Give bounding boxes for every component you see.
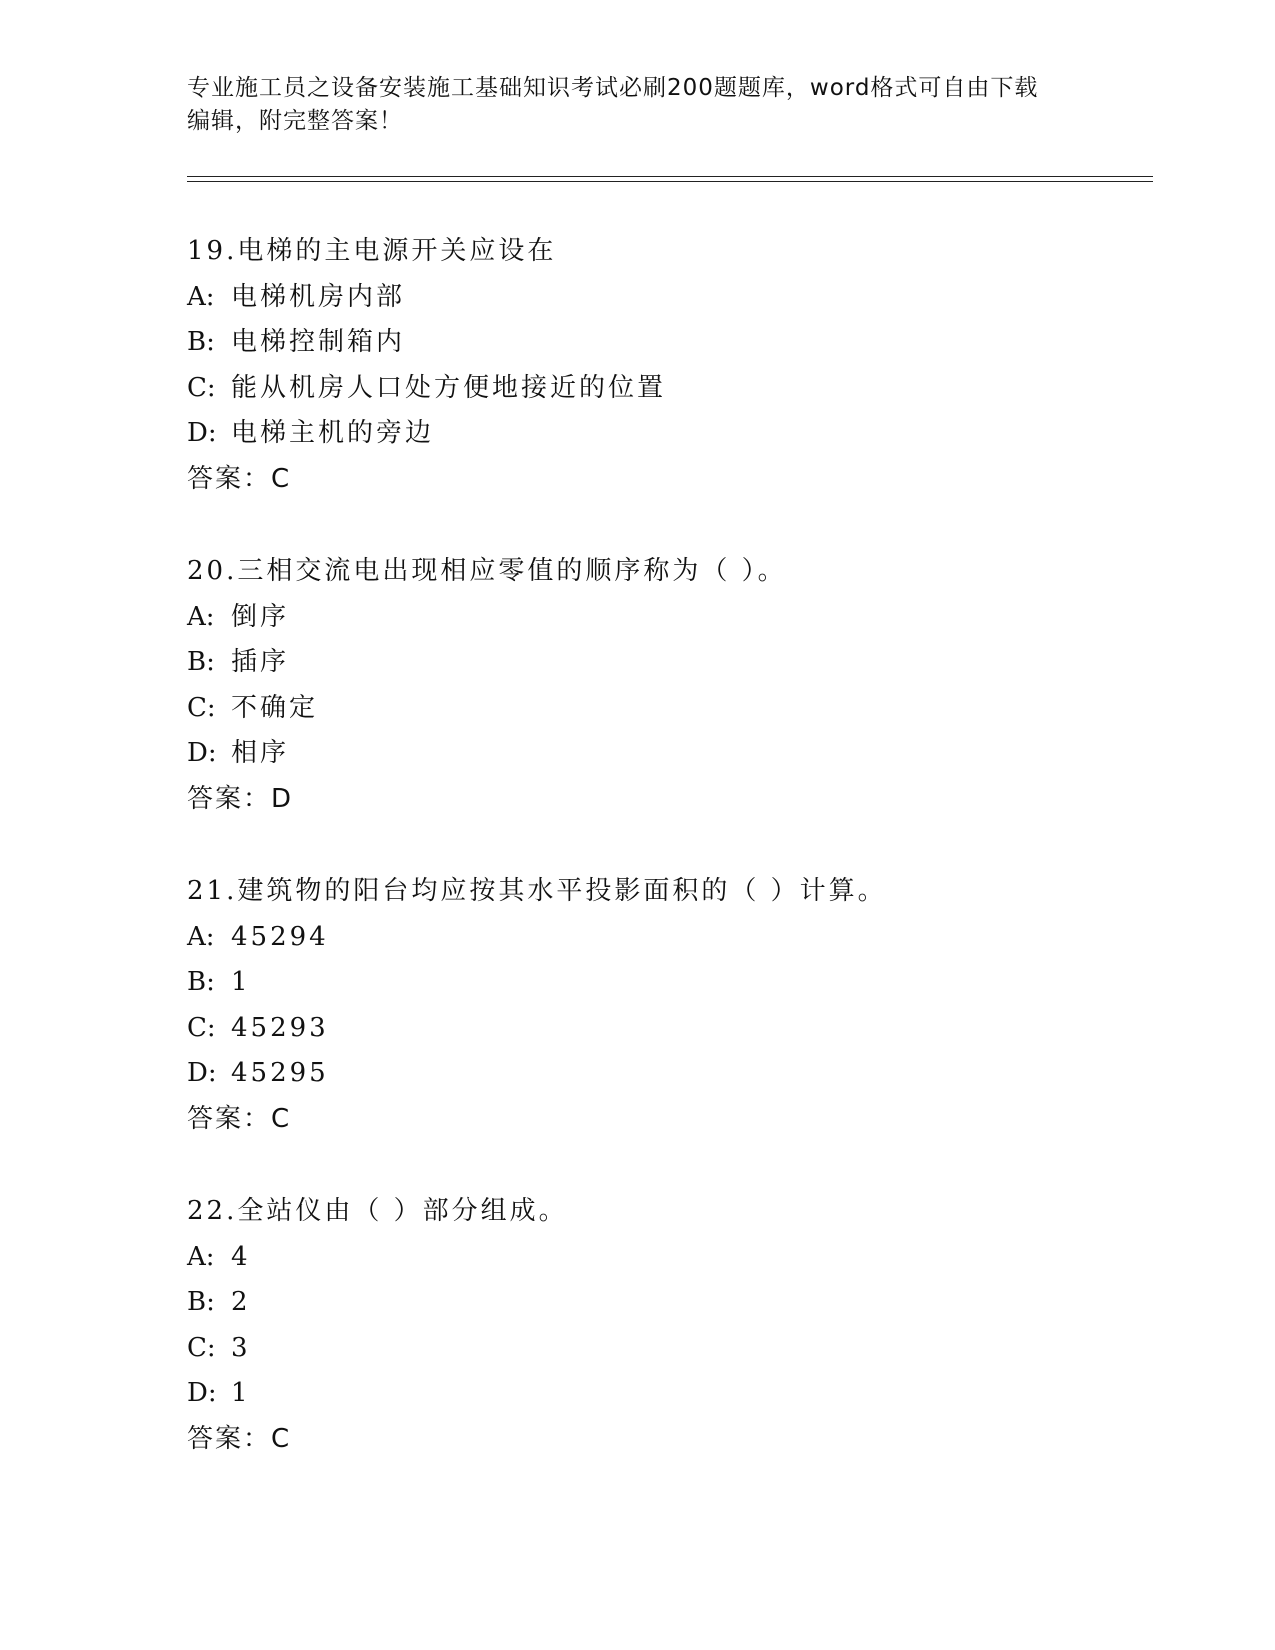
document-header (187, 72, 1067, 138)
option-text: 45293 (231, 1012, 329, 1043)
option-text: 1 (231, 967, 251, 997)
option-label: B: (187, 327, 215, 357)
answer-line: 答案：C (187, 1423, 292, 1454)
question-stem: 19.电梯的主电源开关应设在 (187, 236, 557, 266)
option-label: D: (187, 1378, 217, 1408)
option-label: A: (187, 601, 215, 632)
option-text: 45295 (231, 1058, 329, 1088)
option-text: 能从机房人口处方便地接近的位置 (231, 372, 667, 403)
answer-line: 答案：D (187, 783, 294, 814)
option-b (187, 1280, 1087, 1326)
option-text: 不确定 (231, 692, 319, 723)
option-a (187, 275, 1087, 321)
option-label: C: (187, 692, 216, 723)
option-label: B: (187, 647, 215, 677)
answer-line: 答案：C (187, 1103, 292, 1134)
option-c (187, 1006, 1087, 1052)
option-label: B: (187, 1287, 215, 1317)
option-d (187, 1051, 1087, 1097)
option-label: A: (187, 281, 215, 312)
option-b (187, 640, 1087, 686)
header-line-2: 编辑，附完整答案！ (187, 108, 403, 134)
question-stem: 21.建筑物的阳台均应按其水平投影面积的（ ）计算。 (187, 876, 887, 906)
question-19 (187, 229, 1087, 502)
option-label: D: (187, 738, 217, 768)
question-21 (187, 869, 1087, 1142)
option-c (187, 1326, 1087, 1372)
option-a (187, 595, 1087, 641)
answer-line: 答案：C (187, 463, 292, 494)
option-label: B: (187, 967, 215, 997)
option-text: 相序 (231, 738, 290, 768)
question-22 (187, 1189, 1087, 1462)
option-text: 电梯主机的旁边 (231, 418, 435, 448)
option-label: A: (187, 1241, 215, 1272)
option-b (187, 320, 1087, 366)
option-label: D: (187, 1058, 217, 1088)
option-c (187, 366, 1087, 412)
option-text: 45294 (231, 921, 329, 952)
option-a (187, 915, 1087, 961)
question-20 (187, 549, 1087, 822)
option-a (187, 1235, 1087, 1281)
option-d (187, 1371, 1087, 1417)
option-d (187, 731, 1087, 777)
option-label: C: (187, 1332, 216, 1363)
option-text: 插序 (231, 647, 290, 677)
option-b (187, 960, 1087, 1006)
option-label: C: (187, 1012, 216, 1043)
option-text: 电梯机房内部 (231, 281, 406, 312)
option-d (187, 411, 1087, 457)
option-text: 3 (231, 1332, 251, 1363)
question-stem: 22.全站仪由（ ）部分组成。 (187, 1196, 568, 1226)
option-text: 电梯控制箱内 (231, 327, 406, 357)
option-text: 4 (231, 1241, 251, 1272)
option-label: C: (187, 372, 216, 403)
option-text: 倒序 (231, 601, 290, 632)
question-stem: 20.三相交流电出现相应零值的顺序称为（ ）。 (187, 556, 787, 586)
option-c (187, 686, 1087, 732)
header-divider-top (187, 176, 1153, 177)
option-text: 2 (231, 1287, 251, 1317)
header-line-1: 专业施工员之设备安装施工基础知识考试必刷200题题库，word格式可自由下载 (187, 75, 1039, 101)
header-divider-bottom (187, 181, 1153, 182)
option-label: A: (187, 921, 215, 952)
option-label: D: (187, 418, 217, 448)
option-text: 1 (231, 1378, 251, 1408)
